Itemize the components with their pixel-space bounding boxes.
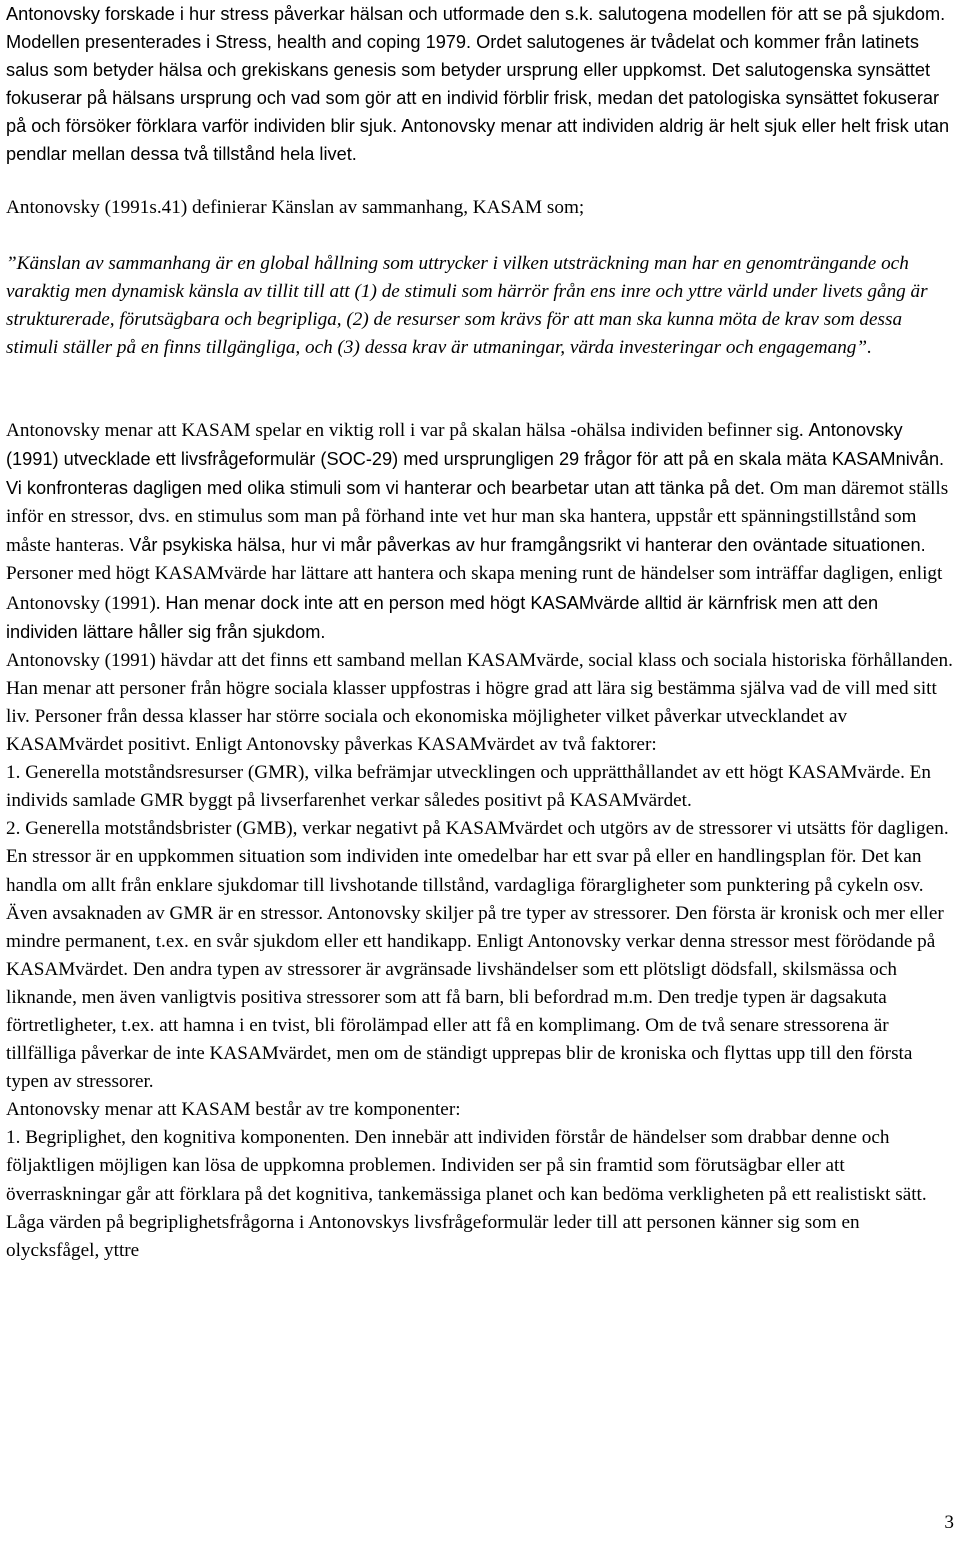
para-high-kasam: Personer med högt KASAMvärde har lättare att hantera och skapa mening runt de händelser som inträffar dagligen, enligt Antonovsky (1991). (6, 563, 943, 614)
body-text (6, 416, 954, 1496)
para-stressor: Om man däremot ställs inför en stressor, dvs. en stimulus som man på förhand inte vet hur man ska hantera, uppstår ett spänningstillstånd som måste hanteras. (6, 478, 949, 557)
kasam-quote: ”Känslan av sammanhang är en global hållning som uttrycker i vilken utsträckning man har en genomträngande och varaktig men dynamisk känsla av tillit till att (1) de stimuli som härrör från ens inre och yttre värld under livets gång är strukturerade, förutsägbara och begripliga, (2) de resurser som krävs för att man ska kunna möta de krav som dessa stimuli ställer på en finns tillgängliga, och (3) dessa krav är utmaningar, värda investeringar och engagemang”. (6, 253, 928, 359)
para-soc: Antonovsky (1991) utvecklade ett livsfrågeformulär (SOC-29) med ursprungligen 29 frågor för att på en skala mäta KASAMnivån. Vi konfronteras dagligen med olika stimuli som vi hanterar och bearbetar utan att tänka på det. (6, 420, 945, 499)
para-social-class: Antonovsky (1991) hävdar att det finns ett samband mellan KASAMvärde, social klass och sociala historiska förhållanden. Han menar att personer från högre sociala klasser uppfostras i högre grad att lära sig bestämma själva vad de vill med sitt liv. Personer från dessa klasser har större sociala och ekonomiska möjligheter vilket påverkar utvecklandet av KASAMvärdet positivt. Enligt Antonovsky påverkas KASAMvärdet av två faktorer: (6, 649, 953, 756)
component-1: 1. Begriplighet, den kognitiva komponenten. Den innebär att individen förstår de händelser som drabbar denne och följaktligen möjligen kan lösa de uppkomna problemen. Individen ser på sin framtid som förutsägbar eller att överraskningar går att förklara på det kognitiva, tankemässiga planet och kan bedöma verkligheten på ett realistiskt sätt. Låga värden på begriplighetsfrågorna i Antonovskys livsfrågeformulär leder till att personen känner sig som en olycksfågel, yttre (6, 1127, 927, 1261)
para-psych: Vår psykiska hälsa, hur vi mår påverkas av hur framgångsrikt vi hanterar den oväntade situationen. (129, 535, 926, 556)
definition-intro: Antonovsky (1991s.41) definierar Känslan av sammanhang, KASAM som; (6, 197, 585, 218)
para-kasam-role: Antonovsky menar att KASAM spelar en viktig roll i var på skalan hälsa -ohälsa individen befinner sig. (6, 420, 804, 441)
para-han-menar: Han menar dock inte att en person med högt KASAMvärde alltid är kärnfrisk men att den individen lättare håller sig från sjukdom. (6, 592, 879, 642)
para-stressor-definition: En stressor är en uppkommen situation som individen inte omedelbar har ett svar på eller en handlingsplan för. Det kan handla om allt från enklare sjukdomar till livshotande tillstånd, vardagliga förargligheter som punktering på cykeln osv. Även avsaknaden av GMR är en stressor. Antonovsky skiljer på tre typer av stressorer. Den första är kronisk och mer eller mindre permanent, t.ex. en svår sjukdom eller ett handikapp. Enligt Antonovsky verkar denna stressor mest förödande på KASAMvärdet. Den andra typen av stressorer är avgränsade livshändelser som ett plötsligt dödsfall, skilsmässa och liknande, men även vanligtvis positiva stressorer som att få barn, bli befordrad m.m. Den tredje typen är dagsakuta förtretligheter, t.ex. att hamna i en tvist, bli förolämpad eller att få en komplimang. Om de två senare stressorena är tillfälliga påverkar de inte KASAMvärdet, men om de ständigt upprepas blir de kroniska och flyttas upp till den första typen av stressorer. (6, 846, 944, 1093)
page-number: 3 (944, 1512, 954, 1533)
para-three-components: Antonovsky menar att KASAM består av tre komponenter: (6, 1099, 461, 1121)
factor-1: 1. Generella motståndsresurser (GMR), vilka befrämjar utvecklingen och upprätthållandet av ett högt KASAMvärde. En individs samlade GMR byggt på livserfarenhet verkar således positivt på KASAMvärdet. (6, 762, 931, 812)
factor-2: 2. Generella motståndsbrister (GMB), verkar negativt på KASAMvärdet och utgörs av de stressorer vi utsätts för dagligen. (6, 818, 949, 840)
intro-paragraph: Antonovsky forskade i hur stress påverkar hälsan och utformade den s.k. salutogena modellen för att se på sjukdom. Modellen presenterades i Stress, health and coping 1979. Ordet salutogenes är tvådelat och kommer från latinets salus som betyder hälsa och grekiskans genesis som betyder ursprung eller uppkomst. Det salutogenska synsättet fokuserar på hälsans ursprung och vad som gör att en individ förblir frisk, medan det patologiska synsättet fokuserar på och försöker förklara varför individen blir sjuk. Antonovsky menar att individen aldrig är helt sjuk eller helt frisk utan pendlar mellan dessa två tillstånd hela livet. (6, 4, 950, 165)
